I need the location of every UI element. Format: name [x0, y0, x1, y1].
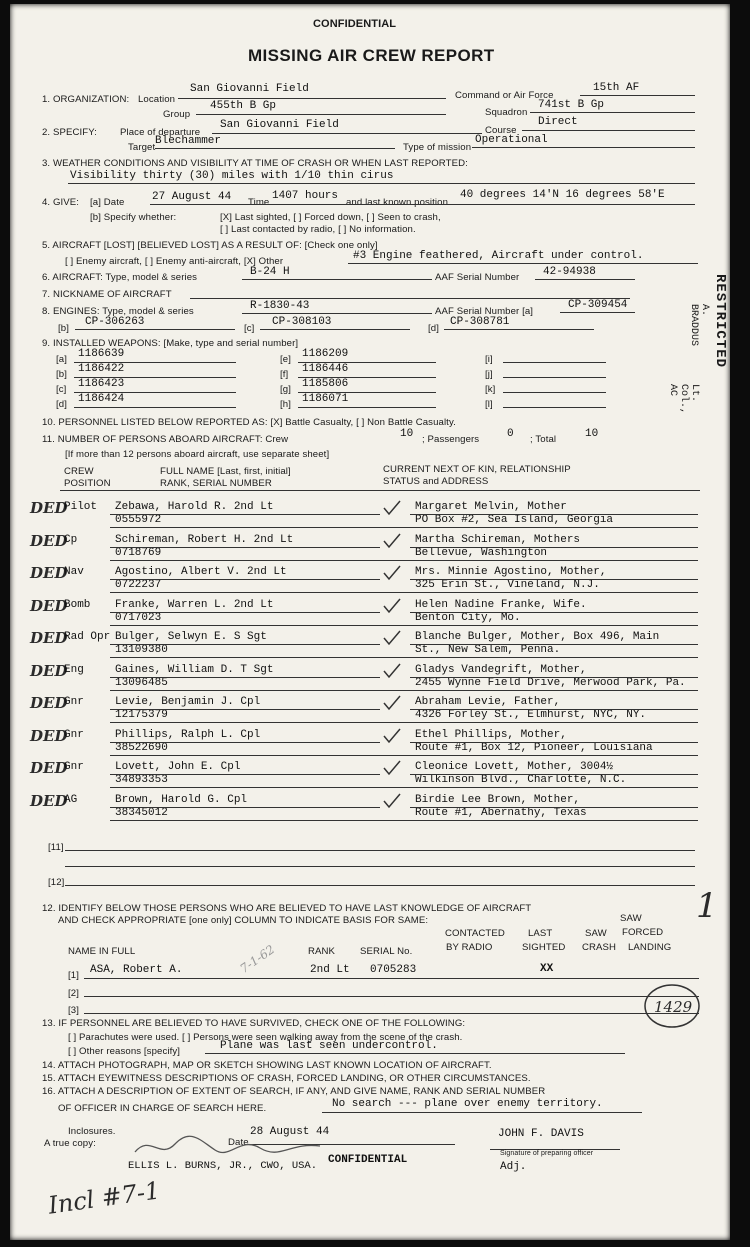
crew-kin-address: Bellevue, Washington: [415, 546, 548, 559]
specify-options-2: [ ] Last contacted by radio, [ ] No information.: [220, 224, 416, 235]
crew-position: Cp: [64, 533, 78, 546]
crew-kin: Margaret Melvin, Mother: [415, 501, 567, 513]
weapon-key: [j]: [485, 369, 493, 380]
item4-label: 4. GIVE:: [42, 197, 80, 208]
h-sighted: SIGHTED: [522, 942, 566, 953]
crew-status-mark: DED: [30, 759, 68, 777]
position-label: and last known position: [346, 197, 449, 208]
position-value: 40 degrees 14'N 16 degrees 58'E: [460, 189, 665, 201]
witness-row-3-key: [3]: [68, 1005, 79, 1016]
group-label: Group: [163, 109, 191, 120]
stamp-restricted: RESTRICTED: [712, 274, 728, 369]
group-value: 455th B Gp: [210, 100, 277, 112]
crew-kin-address: Route #1, Abernathy, Texas: [415, 806, 587, 819]
crew-serial: 0717023: [115, 611, 162, 624]
engine-type-value: R-1830-43: [250, 300, 310, 312]
engine-a-value: CP-309454: [568, 299, 628, 311]
command-value: 15th AF: [593, 82, 640, 94]
departure-label: Place of departure: [120, 127, 201, 138]
crew-serial: 38522690: [115, 741, 168, 754]
crew-kin-address: Wilkinson Blvd., Charlotte, N.C.: [415, 774, 627, 786]
engine-c-label: [c]: [244, 323, 255, 334]
crew-kin: Blanche Bulger, Mother, Box 496, Main: [415, 631, 660, 643]
crew-status-mark: DED: [30, 564, 68, 582]
crew-serial: 13109380: [115, 644, 168, 656]
crew-status-mark: DED: [30, 499, 68, 517]
weapon-key: [k]: [485, 384, 496, 395]
witness-rank: 2nd Lt: [310, 964, 350, 976]
check-icon: [382, 597, 402, 615]
check-icon: [382, 564, 402, 582]
check-icon: [382, 499, 402, 517]
crew-status-mark: DED: [30, 596, 68, 615]
mission-value: Operational: [475, 134, 548, 146]
crew-status-mark: DED: [30, 726, 68, 745]
item13-opt2: [ ] Other reasons [specify]: [68, 1046, 181, 1057]
item13-reason: Plane was last seen undercontrol.: [220, 1040, 438, 1052]
crew-kin: Cleonice Lovett, Mother, 3004½: [415, 761, 614, 773]
aircraft-serial-value: 42-94938: [543, 266, 596, 278]
report-title: MISSING AIR CREW REPORT: [248, 46, 495, 65]
passengers-count: 0: [507, 428, 514, 440]
date-footer-label: Date: [228, 1137, 249, 1148]
engine-c-value: CP-308103: [272, 316, 332, 328]
crew-status-mark: DED: [30, 694, 68, 712]
h-contacted: CONTACTED: [445, 928, 505, 939]
item10-label: 10. PERSONNEL LISTED BELOW REPORTED AS: [X] Battle Casualty, [ ] Non Battle Casualty.: [42, 417, 456, 428]
item2-label: 2. SPECIFY:: [42, 127, 97, 138]
item11-label: 11. NUMBER OF PERSONS ABOARD AIRCRAFT: Crew: [42, 434, 289, 445]
crew-status-mark: DED: [30, 531, 68, 550]
classification-bottom: CONFIDENTIAL: [328, 1154, 408, 1166]
weapon-key: [f]: [280, 369, 289, 380]
total-label: ; Total: [530, 434, 557, 445]
crew-name: Lovett, John E. Cpl: [115, 761, 241, 773]
hdr-rank-serial: RANK, SERIAL NUMBER: [160, 478, 272, 489]
item5-options: [ ] Enemy aircraft, [ ] Enemy anti-aircraft, [X] Other: [65, 256, 284, 267]
h-byradio: BY RADIO: [446, 942, 493, 953]
h-landing: LANDING: [628, 942, 672, 953]
check-icon: [382, 727, 402, 745]
check-icon: [382, 759, 402, 777]
weapon-serial: 1186209: [302, 348, 349, 360]
engine-d-label: [d]: [428, 323, 439, 334]
location-value: San Giovanni Field: [190, 83, 309, 95]
weapon-key: [a]: [56, 354, 67, 365]
item3-label: 3. WEATHER CONDITIONS AND VISIBILITY AT TIME OF CRASH OR WHEN LAST REPORTED:: [42, 158, 468, 169]
crew-kin: Birdie Lee Brown, Mother,: [415, 793, 581, 806]
squadron-value: 741st B Gp: [538, 99, 605, 111]
course-label: Course: [485, 125, 517, 136]
crew-kin-address: 325 Erin St., Vineland, N.J.: [415, 579, 600, 591]
mission-label: Type of mission: [403, 142, 472, 153]
crew-serial: 0722237: [115, 579, 162, 591]
h-serial: SERIAL No.: [360, 946, 413, 957]
check-icon: [382, 629, 402, 647]
crew-kin-address: Route #1, Box 12, Pioneer, Louisiana: [415, 741, 653, 754]
item1-label: 1. ORGANIZATION:: [42, 94, 130, 105]
weapon-key: [l]: [485, 399, 493, 410]
weapon-key: [i]: [485, 354, 493, 365]
crew-status-mark: DED: [30, 791, 68, 810]
officer-caption: Signature of preparing officer: [500, 1150, 594, 1157]
crew-position: Nav: [64, 566, 84, 578]
weapon-key: [h]: [280, 399, 291, 410]
hdr-fullname: FULL NAME [Last, first, initial]: [160, 466, 291, 477]
date-label: [a] Date: [90, 197, 125, 208]
crew-kin: Abraham Levie, Father,: [415, 696, 561, 708]
crew-position: Rad Opr: [64, 631, 111, 643]
h-saw2: SAW: [620, 913, 642, 924]
crew-name: Schireman, Robert H. 2nd Lt: [115, 533, 294, 546]
hdr-position: POSITION: [64, 478, 111, 489]
item12-label-1: 12. IDENTIFY BELOW THOSE PERSONS WHO ARE BELIEVED TO HAVE LAST KNOWLEDGE OF AIRCRAFT: [42, 903, 532, 914]
blank-row-12: [12]: [48, 877, 65, 888]
total-count: 10: [585, 428, 599, 440]
incl-annotation: Incl #7-1: [46, 1176, 162, 1220]
crew-serial: 13096485: [115, 676, 168, 689]
weapon-serial: 1185806: [302, 378, 349, 390]
time-value: 1407 hours: [272, 190, 339, 202]
crew-kin: Ethel Phillips, Mother,: [415, 728, 567, 741]
crew-serial: 34893353: [115, 774, 168, 786]
witness-serial: 0705283: [370, 964, 417, 976]
check-icon: [382, 662, 402, 680]
specify-label: [b] Specify whether:: [90, 212, 177, 223]
officer-name: JOHN F. DAVIS: [498, 1128, 584, 1140]
crew-position: AG: [64, 793, 78, 806]
witness-row-2-key: [2]: [68, 988, 79, 999]
crew-name: Agostino, Albert V. 2nd Lt: [115, 566, 287, 578]
item15: 15. ATTACH EYEWITNESS DESCRIPTIONS OF CRASH, FORCED LANDING, OR OTHER CIRCUMSTANCES.: [42, 1073, 531, 1084]
crew-position: Pilot: [64, 501, 98, 513]
classification-top: CONFIDENTIAL: [313, 18, 397, 30]
check-icon: [382, 792, 402, 810]
crew-name: Franke, Warren L. 2nd Lt: [115, 598, 274, 611]
crew-kin: Gladys Vandegrift, Mother,: [415, 663, 587, 676]
aircraft-type-value: B-24 H: [250, 266, 290, 278]
weapon-key: [e]: [280, 354, 291, 365]
crew-name: Phillips, Ralph L. Cpl: [115, 728, 261, 741]
course-value: Direct: [538, 116, 578, 128]
crew-kin-address: PO Box #2, Sea Island, Georgia: [415, 514, 614, 526]
h-rank: RANK: [308, 946, 336, 957]
engine-d-value: CP-308781: [450, 316, 510, 328]
margin-number: 1: [696, 886, 718, 926]
crew-kin: Helen Nadine Franke, Wife.: [415, 598, 587, 611]
engine-serial-label: AAF Serial Number [a]: [435, 306, 534, 317]
hdr-kin: CURRENT NEXT OF KIN, RELATIONSHIP: [383, 464, 571, 475]
circled-number: 1429: [654, 998, 693, 1016]
weapon-key: [b]: [56, 369, 67, 380]
weapon-key: [d]: [56, 399, 67, 410]
crew-position: Gnr: [64, 761, 84, 773]
item13-opt1: [ ] Parachutes were used. [ ] Persons were seen walking away from the scene of the crash.: [68, 1032, 463, 1043]
weapon-serial: 1186422: [78, 363, 125, 375]
stamp-line-3: Lt. Col., AC: [667, 384, 700, 415]
h-last: LAST: [528, 928, 553, 939]
signer-name: ELLIS L. BURNS, JR., CWO, USA.: [128, 1160, 318, 1172]
engine-b-label: [b]: [58, 323, 69, 334]
item16-label-2: OF OFFICER IN CHARGE OF SEARCH HERE.: [58, 1103, 267, 1114]
witness-sighted-mark: XX: [540, 963, 554, 975]
crew-kin: Mrs. Minnie Agostino, Mother,: [415, 566, 607, 578]
crew-serial: 12175379: [115, 709, 168, 721]
crew-position: Gnr: [64, 728, 84, 741]
crew-name: Bulger, Selwyn E. S Sgt: [115, 631, 267, 643]
item6-label: 6. AIRCRAFT: Type, model & series: [42, 272, 198, 283]
crew-position: Gnr: [64, 696, 84, 708]
side-annotation: 7-1-62: [237, 942, 278, 976]
weapon-serial: 1186071: [302, 393, 349, 405]
true-copy-label: A true copy:: [44, 1138, 96, 1149]
blank-row-11: [11]: [48, 842, 64, 853]
crew-position: Bomb: [64, 598, 91, 611]
crew-position: Eng: [64, 663, 84, 676]
location-label: Location: [138, 94, 176, 105]
crew-name: Gaines, William D. T Sgt: [115, 663, 274, 676]
crew-serial: 0555972: [115, 514, 162, 526]
crew-kin: Martha Schireman, Mothers: [415, 533, 581, 546]
officer-title: Adj.: [500, 1161, 527, 1173]
crew-status-mark: DED: [30, 629, 68, 647]
item16-value: No search --- plane over enemy territory.: [332, 1098, 603, 1110]
weapon-serial: 1186639: [78, 348, 125, 360]
crew-name: Brown, Harold G. Cpl: [115, 793, 248, 806]
target-label: Target: [128, 142, 156, 153]
time-label: Time: [248, 197, 270, 208]
document-page: [10, 4, 730, 1240]
item11-note: [If more than 12 persons aboard aircraft, use separate sheet]: [65, 449, 330, 460]
specify-options-1: [X] Last sighted, [ ] Forced down, [ ] Seen to crash,: [220, 212, 441, 223]
item7-label: 7. NICKNAME OF AIRCRAFT: [42, 289, 172, 300]
command-label: Command or Air Force: [455, 90, 554, 101]
weather-value: Visibility thirty (30) miles with 1/10 thin cirus: [70, 170, 394, 182]
crew-name: Levie, Benjamin J. Cpl: [115, 696, 261, 708]
crew-kin-address: 4326 Forley St., Elmhurst, NYC, NY.: [415, 709, 647, 721]
crew-kin-address: 2455 Wynne Field Drive, Merwood Park, Pa.: [415, 676, 686, 689]
passengers-label: ; Passengers: [422, 434, 480, 445]
circle-mark: [642, 982, 702, 1030]
item12-label-2: AND CHECK APPROPRIATE [one only] COLUMN TO INDICATE BASIS FOR SAME:: [58, 915, 429, 926]
aircraft-serial-label: AAF Serial Number: [435, 272, 520, 283]
crew-serial: 38345012: [115, 806, 168, 819]
crew-count: 10: [400, 428, 414, 440]
witness-name: ASA, Robert A.: [90, 964, 183, 976]
crew-serial: 0718769: [115, 546, 162, 559]
weapon-serial: 1186424: [78, 393, 125, 405]
item13-label: 13. IF PERSONNEL ARE BELIEVED TO HAVE SURVIVED, CHECK ONE OF THE FOLLOWING:: [42, 1018, 466, 1029]
witness-row-1-key: [1]: [68, 970, 79, 981]
signature: [130, 1132, 330, 1162]
crew-name: Zebawa, Harold R. 2nd Lt: [115, 501, 274, 513]
date-value: 27 August 44: [152, 191, 232, 203]
date-footer-value: 28 August 44: [250, 1126, 330, 1138]
weapon-serial: 1186446: [302, 363, 349, 375]
squadron-label: Squadron: [485, 107, 528, 118]
departure-value: San Giovanni Field: [220, 119, 339, 131]
hdr-crew: CREW: [64, 466, 94, 477]
weapon-key: [g]: [280, 384, 291, 395]
item16-label-1: 16. ATTACH A DESCRIPTION OF EXTENT OF SEARCH, IF ANY, AND GIVE NAME, RANK AND SERIAL NUMBER: [42, 1086, 546, 1097]
weapon-serial: 1186423: [78, 378, 125, 390]
weapon-key: [c]: [56, 384, 67, 395]
hdr-status-address: STATUS and ADDRESS: [383, 476, 489, 487]
check-icon: [382, 694, 402, 712]
item14: 14. ATTACH PHOTOGRAPH, MAP OR SKETCH SHOWING LAST KNOWN LOCATION OF AIRCRAFT.: [42, 1060, 492, 1071]
crew-kin-address: Benton City, Mo.: [415, 611, 521, 624]
h-saw: SAW: [585, 928, 607, 939]
item5-other-value: #3 Engine feathered, Aircraft under control.: [353, 250, 644, 262]
h-name: NAME IN FULL: [68, 946, 136, 957]
crew-kin-address: St., New Salem, Penna.: [415, 644, 561, 656]
target-value: Blechammer: [155, 135, 222, 147]
check-icon: [382, 532, 402, 550]
item5-label: 5. AIRCRAFT [LOST] [BELIEVED LOST] AS A RESULT OF: [Check one only]: [42, 240, 378, 251]
stamp-line-2: A. BRADDUS: [688, 304, 710, 347]
h-crash: CRASH: [582, 942, 617, 953]
engine-b-value: CP-306263: [85, 316, 145, 328]
crew-status-mark: DED: [30, 661, 68, 680]
item8-label: 8. ENGINES: Type, model & series: [42, 306, 194, 317]
item9-label: 9. INSTALLED WEAPONS: [Make, type and serial number]: [42, 338, 299, 349]
inclosures-label: Inclosures.: [68, 1126, 116, 1137]
h-forced: FORCED: [622, 927, 664, 938]
